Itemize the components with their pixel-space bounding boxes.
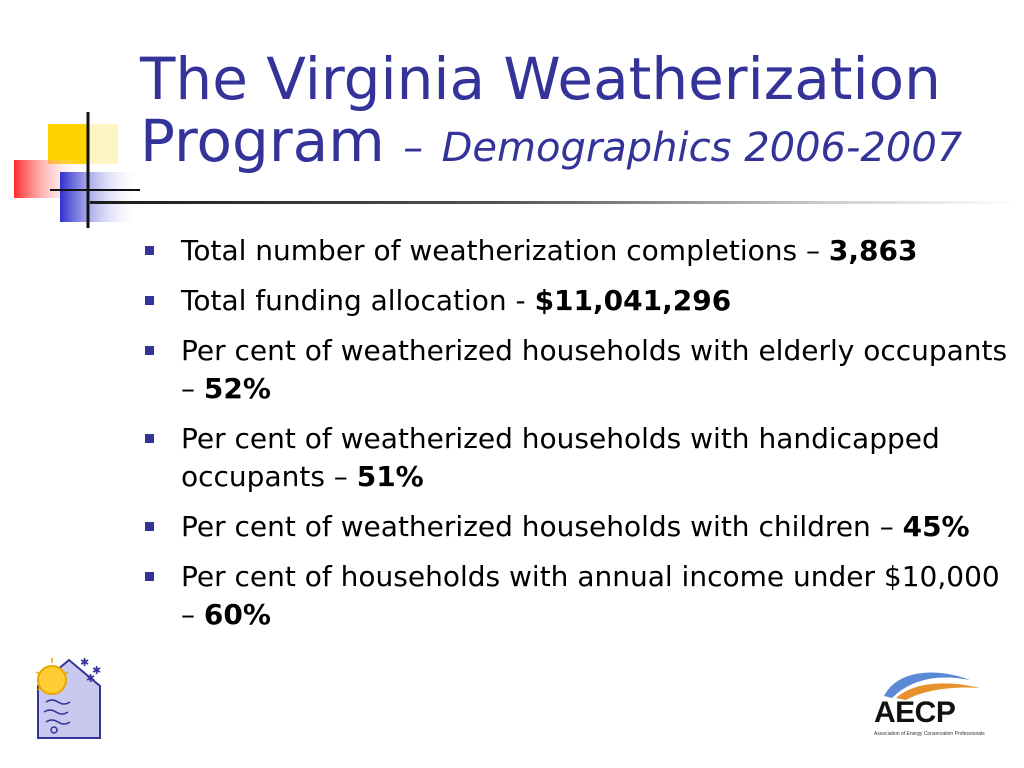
aecp-logo (862, 662, 990, 742)
bullet-text: Per cent of weatherized households with children – (181, 510, 903, 543)
bullet-value: 3,863 (828, 234, 918, 267)
bullet-text: Per cent of weatherized households with elderly occupants – (181, 334, 1008, 405)
slide-title (140, 45, 1000, 179)
bullet-item (145, 232, 1015, 270)
bullet-item (145, 508, 1015, 546)
bullet-value: 51% (356, 460, 424, 493)
bullet-item (145, 282, 1015, 320)
square-bullet-icon (145, 434, 154, 443)
aecp-logo-tagline: Association of Energy Conservation Professionals (874, 731, 985, 737)
svg-text:✱: ✱ (80, 656, 90, 669)
slide-title-main: The Virginia Weatherization Program (140, 45, 941, 175)
bullet-text: Total number of weatherization completions – (181, 234, 829, 267)
bullet-list (145, 232, 1015, 646)
aecp-logo-wordmark: AECP (874, 696, 956, 729)
bullet-value: 52% (203, 372, 271, 405)
svg-text:✱: ✱ (92, 664, 102, 677)
square-bullet-icon (145, 346, 154, 355)
square-bullet-icon (145, 522, 154, 531)
bullet-text: Per cent of households with annual income under $10,000 – (181, 560, 1000, 631)
slide-title-dash: – (403, 125, 424, 171)
title-divider (90, 201, 1020, 204)
svg-text:✱: ✱ (86, 672, 96, 685)
bullet-value: $11,041,296 (534, 284, 732, 317)
bullet-text: Per cent of weatherized households with handicapped occupants – (181, 422, 940, 493)
square-bullet-icon (145, 246, 154, 255)
bullet-item (145, 332, 1015, 408)
bullet-item (145, 558, 1015, 634)
weatherized-house-icon (28, 650, 110, 740)
bullet-value: 60% (203, 598, 271, 631)
bullet-value: 45% (902, 510, 970, 543)
bullet-item (145, 420, 1015, 496)
slide-title-sub: Demographics 2006-2007 (441, 125, 963, 171)
square-bullet-icon (145, 296, 154, 305)
corner-squares-icon (0, 0, 150, 240)
square-bullet-icon (145, 572, 154, 581)
bullet-text: Total funding allocation - (181, 284, 535, 317)
